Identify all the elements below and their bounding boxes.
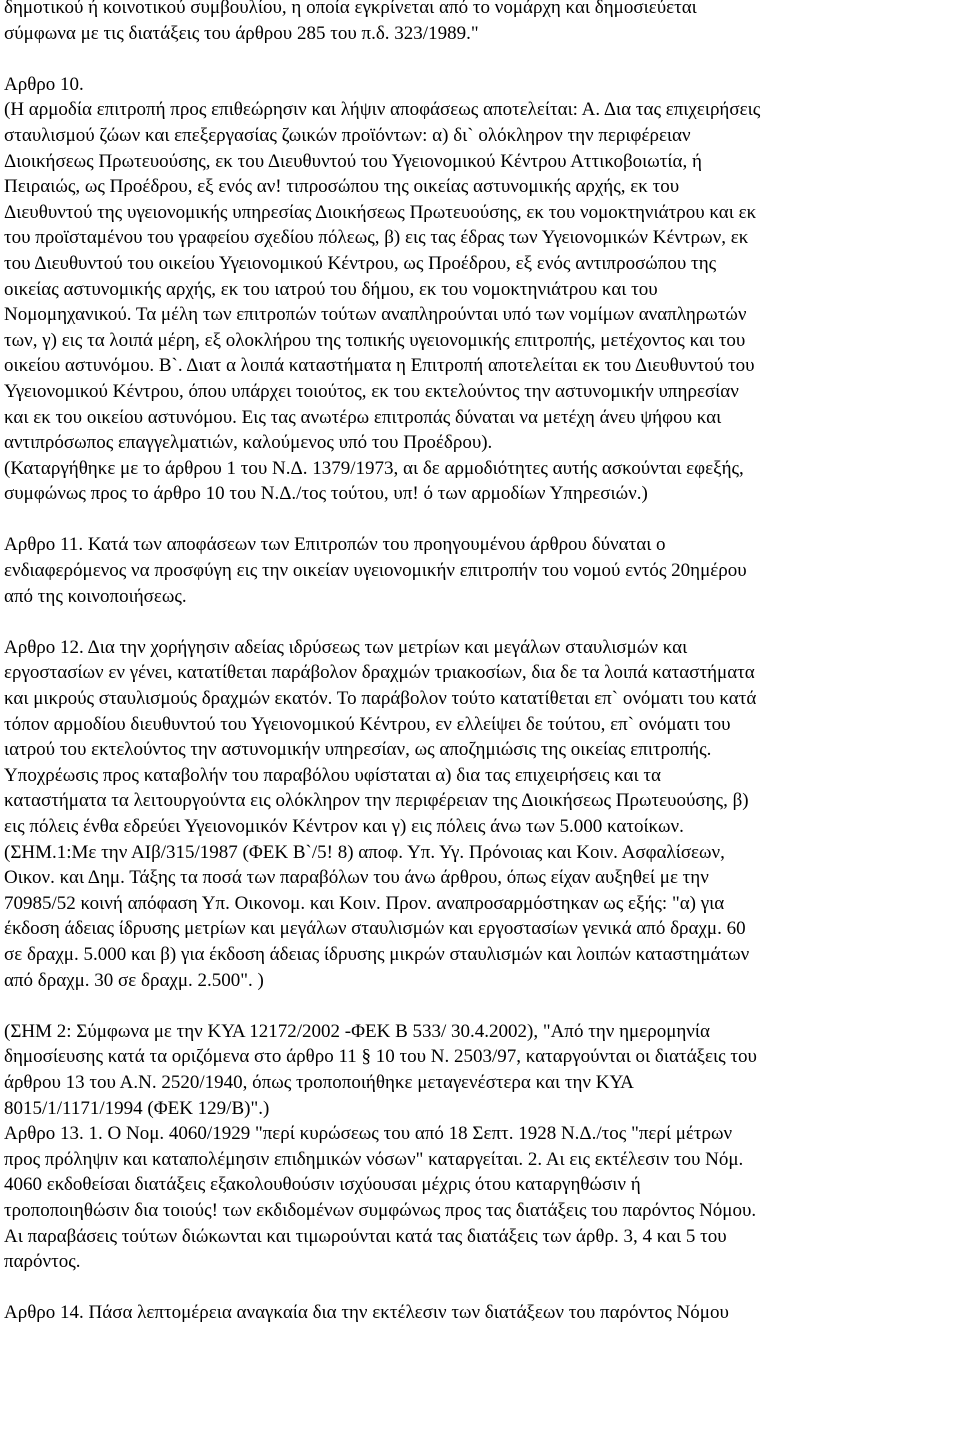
text-line: (Καταργήθηκε με το άρθρου 1 του Ν.Δ. 1379/1973, αι δε αρμοδιότητες αυτής ασκούνται εφεξής, [4,457,744,479]
text-line: Αρθρο 13. 1. Ο Νομ. 4060/1929 "περί κυρώσεως του από 18 Σεπτ. 1928 Ν.Δ./τος "περί μέτρων [4,1123,733,1145]
text-line: τροποποιηθώσιν δια τοιούς! των εκδιδομένων συμφώνως προς τας διατάξεις του παρόντος Νόμου. [4,1199,757,1221]
text-line: προς πρόληψιν και καταπολέμησιν επιδημικών νόσων" καταργείται. 2. Αι εις εκτέλεσιν του Νόμ. [4,1148,744,1170]
text-line: Αι παραβάσεις τούτων διώκωνται και τιμωρούνται κατά τας διατάξεις των άρθρ. 3, 4 και 5 του [4,1225,727,1247]
paragraph-spacer [4,46,956,72]
text-line: εργοστασίων εν γένει, κατατίθεται παράβολον δραχμών τριακοσίων, δια δε τα λοιπά καταστήματα [4,662,755,684]
text-line: Αρθρο 12. Δια την χορήγησιν αδείας ιδρύσεως των μετρίων και μεγάλων σταυλισμών και [4,636,688,658]
text-line: τόπον αρμοδίου διευθυντού του Υγειονομικού Κέντρου, εν ελλείψει δε τούτου, επ` ονόματι του [4,713,731,735]
paragraph [4,72,956,507]
text-line: (Η αρμοδία επιτροπή προς επιθεώρησιν και λήψιν αποφάσεως αποτελείται: Α. Δια τας επιχειρήσεις [4,99,761,121]
document-page [4,0,956,1326]
text-line: των, γ) εις τα λοιπά μέρη, εξ ολοκλήρου της τοπικής υγειονομικής επιτροπής, μετέχοντος και του [4,329,746,351]
text-line: παρόντος. [4,1251,81,1273]
text-line: και εκ του οικείου αστυνόμου. Εις τας ανωτέρω επιτροπάς δύναται να μετέχη άνευ ψήφου και [4,406,722,428]
text-line: Διοικήσεως Πρωτευούσης, εκ του Διευθυντού του Υγειονομικού Κέντρου Αττικοβοιωτία, ή [4,150,702,172]
text-line: εις πόλεις ένθα εδρεύει Υγειονομικόν Κέντρον και γ) εις πόλεις άνω των 5.000 κατοίκων. [4,816,684,837]
text-line: του προϊσταμένου του γραφείου σχεδίου πόλεως, β) εις τας έδρας των Υγειονομικών Κέντρων, εκ [4,227,749,249]
text-line: οικείου αστυνόμου. Β`. Διατ α λοιπά καταστήματα η Επιτροπή αποτελείται εκ του Διευθυντού του [4,355,755,377]
text-line: Αρθρο 10. [4,73,84,95]
paragraph-spacer [4,609,956,635]
text-line: δημοσίευσης κατά τα οριζόμενα στο άρθρο 11 § 10 του Ν. 2503/97, καταργούνται οι διατάξεις του [4,1046,757,1068]
text-line: από δραχμ. 30 σε δραχμ. 2.500". ) [4,969,264,991]
text-line: Διευθυντού της υγειονομικής υπηρεσίας Διοικήσεως Πρωτευούσης, εκ του νομοκτηνιάτρου και εκ [4,201,757,223]
text-line: Πειραιώς, ως Προέδρου, εξ ενός αν! τιπροσώπου της οικείας αστυνομικής αρχής, εκ του [4,176,680,198]
text-line: Υποχρέωσις προς καταβολήν του παραβόλου υφίσταται α) δια τας επιχειρήσεις και τα [4,764,661,786]
paragraph-spacer [4,507,956,533]
text-line: (ΣΗΜ 2: Σύμφωνα με την ΚΥΑ 12172/2002 -ΦΕΚ Β 533/ 30.4.2002), "Από την ημερομηνία [4,1020,710,1042]
text-line: Οικον. και Δημ. Τάξης τα ποσά των παραβόλων του άνω άρθρου, όπως είχαν αυξηθεί με την [4,867,709,889]
text-line: σταυλισμού ζώων και επεξεργασίας ζωικών προϊόντων: α) δι` ολόκληρον την περιφέρειαν [4,124,691,146]
text-line: Αρθρο 11. Κατά των αποφάσεων των Επιτροπών του προηγουμένου άρθρου δύναται ο [4,534,666,556]
text-line: συμφώνως προς το άρθρο 10 του Ν.Δ./τος τούτου, υπ! ό των αρμοδίων Υπηρεσιών.) [4,483,648,505]
text-line: 8015/1/1171/1994 (ΦΕΚ 129/Β)".) [4,1097,270,1119]
text-line: αντιπρόσωπος επαγγελματιών, καλούμενος υπό του Προέδρου). [4,432,493,454]
text-line: οικείας αστυνομικής αρχής, εκ του ιατρού του δήμου, εκ του νομοκτηνιάτρου και του [4,278,658,300]
text-line: 70985/52 κοινή απόφαση Υπ. Οικονομ. και Κοιν. Προν. αναπροσαρμόστηκαν ως εξής: "α) για [4,892,725,914]
paragraph-spacer [4,993,956,1019]
text-line: (ΣΗΜ.1:Με την ΑΙβ/315/1987 (ΦΕΚ Β`/5! 8) αποφ. Υπ. Υγ. Πρόνοιας και Κοιν. Ασφαλίσεων, [4,841,725,863]
paragraph [4,532,956,609]
text-line: Αρθρο 14. Πάσα λεπτομέρεια αναγκαία δια την εκτέλεσιν των διατάξεων του παρόντος Νόμου [4,1302,729,1324]
paragraph-spacer [4,1275,956,1301]
paragraph [4,0,956,46]
text-line: δημοτικού ή κοινοτικού συμβουλίου, η οποία εγκρίνεται από το νομάρχη και δημοσιεύεται [4,0,697,18]
text-line: ενδιαφερόμενος να προσφύγη εις την οικείαν υγειονομικήν επιτροπήν του νομού εντός 20ημέρου [4,560,747,582]
text-line: 4060 εκδοθείσαι διατάξεις εξακολουθούσιν ισχύουσαι μέχρις ότου καταργηθώσιν ή [4,1174,641,1196]
text-line: άρθρου 13 του Α.Ν. 2520/1940, όπως τροποποιήθηκε μεταγενέστερα και την ΚΥΑ [4,1071,634,1093]
text-line: Νομομηχανικού. Τα μέλη των επιτροπών τούτων αναπληρούνται υπό των νομίμων αναπληρωτών [4,304,747,326]
text-line: σύμφωνα με τις διατάξεις του άρθρου 285 του π.δ. 323/1989." [4,22,479,44]
paragraph [4,635,956,993]
text-line: ιατρού του εκτελούντος την αστυνομικήν υπηρεσίαν, ως αποζημιώσις της οικείας επιτροπής. [4,739,712,761]
text-line: του Διευθυντού του οικείου Υγειονομικού Κέντρου, ως Προέδρου, εξ ενός αντιπροσώπου της [4,252,717,274]
text-line: από της κοινοποιήσεως. [4,585,187,607]
paragraph [4,1019,956,1275]
text-line: καταστήματα τα λειτουργούντα εις ολόκληρον την περιφέρειαν της Διοικήσεως Πρωτευούσης, β) [4,790,749,812]
paragraph [4,1300,956,1326]
text-line: σε δραχμ. 5.000 και β) για έκδοση άδειας ίδρυσης μικρών σταυλισμών και λοιπών καταστημάτων [4,943,750,965]
text-line: έκδοση άδειας ίδρυσης μετρίων και μεγάλων σταυλισμών και εργοστασίων γενικά από δραχμ. 60 [4,918,746,940]
text-line: και μικρούς σταυλισμούς δραχμών εκατόν. Το παράβολον τούτο κατατίθεται επ` ονόματι του κατά [4,688,757,710]
text-line: Υγειονομικού Κέντρου, όπου υπάρχει τοιούτος, εκ του εκτελούντος την αστυνομικήν υπηρεσίαν [4,380,739,402]
